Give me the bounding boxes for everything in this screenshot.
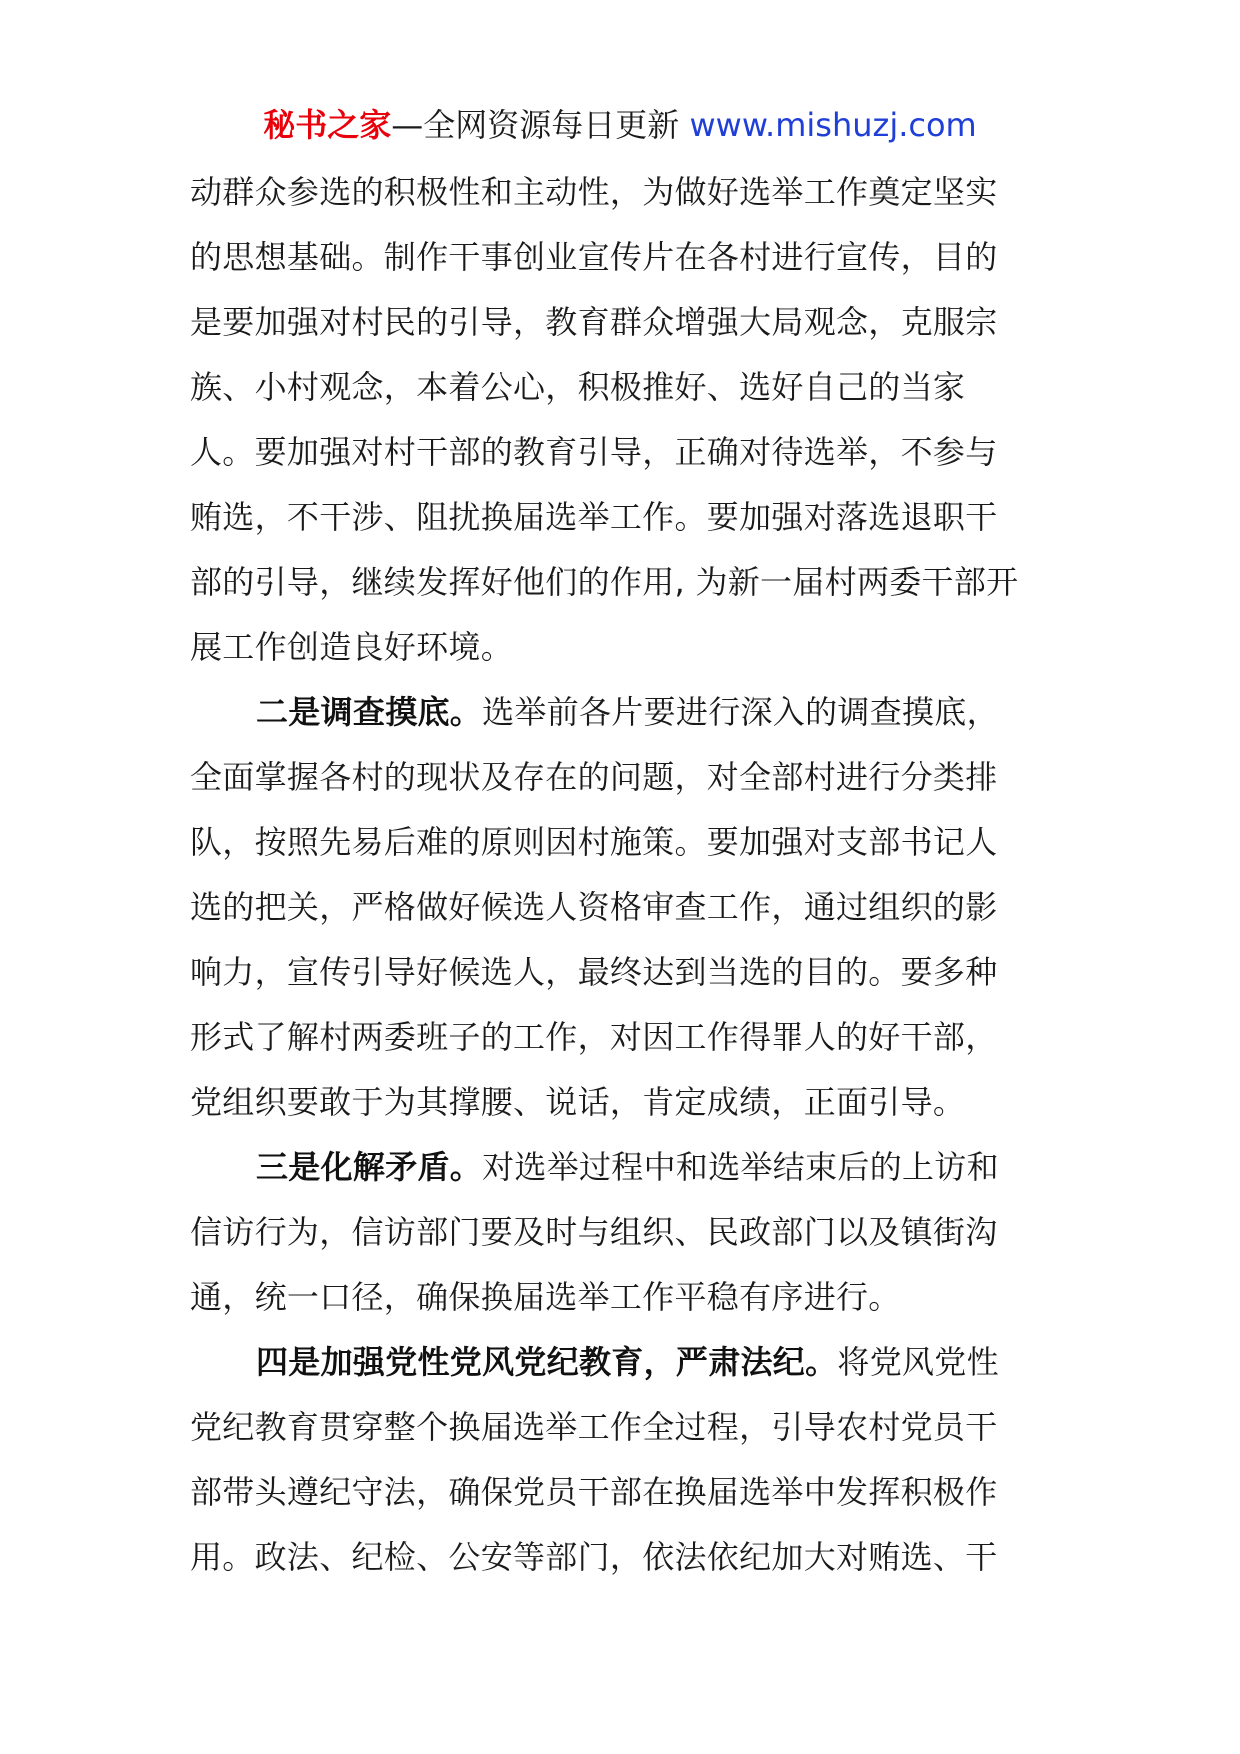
text-line <box>190 1330 1070 1395</box>
document-body <box>190 160 1070 1590</box>
line-text: 选举前各片要进行深入的调查摸底， <box>482 693 999 731</box>
text-line: 信访行为，信访部门要及时与组织、民政部门以及镇街沟 <box>190 1213 998 1251</box>
text-line: 是要加强对村民的引导，教育群众增强大局观念，克服宗 <box>190 303 998 341</box>
line-text: 将党风党性 <box>837 1343 999 1381</box>
text-line <box>190 1135 1070 1200</box>
text-line: 部带头遵纪守法，确保党员干部在换届选举中发挥积极作 <box>190 1473 998 1511</box>
text-line: 部的引导，继续发挥好他们的作用, 为新一届村两委干部开 <box>190 563 1019 601</box>
paragraph-4 <box>190 1330 1070 1590</box>
text-line: 全面掌握各村的现状及存在的问题，对全部村进行分类排 <box>190 758 998 796</box>
paragraph-lead: 二是调查摸底。 <box>256 693 483 731</box>
paragraph-3 <box>190 1135 1070 1330</box>
text-line <box>190 680 1070 745</box>
text-line: 贿选，不干涉、阻扰换届选举工作。要加强对落选退职干 <box>190 498 998 536</box>
text-line: 党纪教育贯穿整个换届选举工作全过程，引导农村党员干 <box>190 1408 998 1446</box>
text-line: 队，按照先易后难的原则因村施策。要加强对支部书记人 <box>190 823 998 861</box>
brand-name: 秘书之家 <box>263 106 392 144</box>
text-line: 党组织要敢于为其撑腰、说话，肯定成绩，正面引导。 <box>190 1083 966 1121</box>
text-line: 响力，宣传引导好候选人，最终达到当选的目的。要多种 <box>190 953 998 991</box>
paragraph-lead: 三是化解矛盾。 <box>256 1148 483 1186</box>
text-line: 动群众参选的积极性和主动性，为做好选举工作奠定坚实 <box>190 173 998 211</box>
paragraph-2 <box>190 680 1070 1135</box>
page-header <box>0 100 1240 150</box>
text-line: 族、小村观念，本着公心，积极推好、选好自己的当家 <box>190 368 966 406</box>
text-line: 人。要加强对村干部的教育引导，正确对待选举，不参与 <box>190 433 998 471</box>
text-line: 选的把关，严格做好候选人资格审查工作，通过组织的影 <box>190 888 998 926</box>
text-line: 展工作创造良好环境。 <box>190 628 514 666</box>
header-tagline: —全网资源每日更新 <box>391 106 680 144</box>
text-line: 通，统一口径，确保换届选举工作平稳有序进行。 <box>190 1278 901 1316</box>
site-url-link[interactable]: www.mishuzj.com <box>689 106 977 144</box>
paragraph-1 <box>190 160 1070 680</box>
text-line: 形式了解村两委班子的工作，对因工作得罪人的好干部， <box>190 1018 998 1056</box>
text-line: 的思想基础。制作干事创业宣传片在各村进行宣传，目的 <box>190 238 998 276</box>
text-line: 用。政法、纪检、公安等部门，依法依纪加大对贿选、干 <box>190 1538 998 1576</box>
line-text: 对选举过程中和选举结束后的上访和 <box>482 1148 999 1186</box>
paragraph-lead: 四是加强党性党风党纪教育，严肃法纪。 <box>256 1343 838 1381</box>
